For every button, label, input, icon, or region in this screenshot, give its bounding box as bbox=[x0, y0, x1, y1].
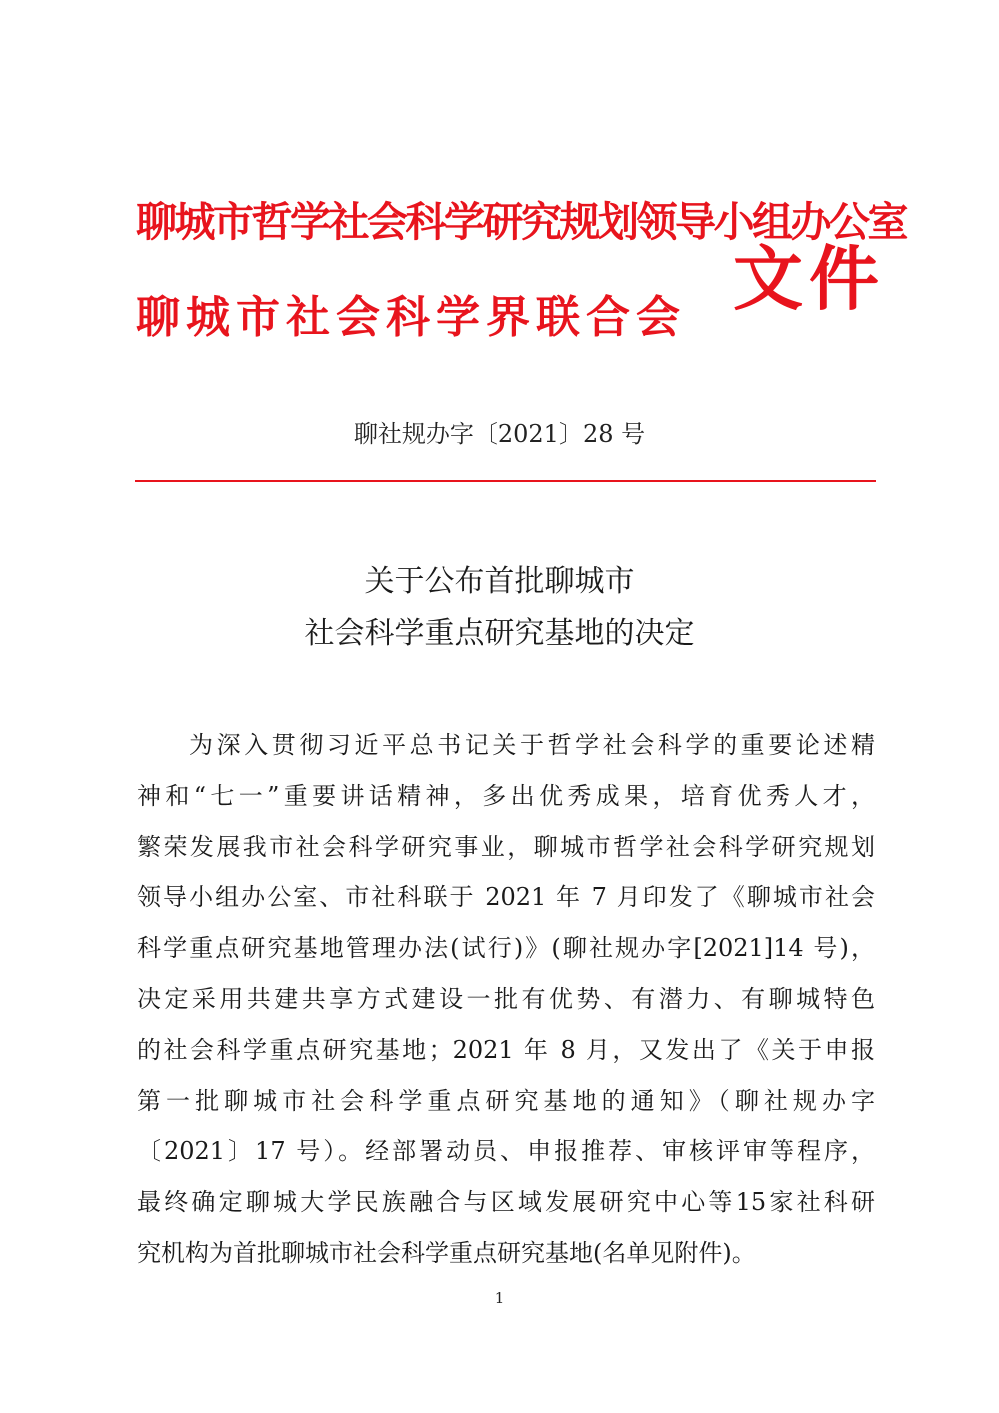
body-line: 的社会科学重点研究基地；2021 年 8 月，又发出了《关于申报 bbox=[137, 1035, 875, 1064]
document-header bbox=[136, 188, 906, 368]
body-line: 〔2021〕17 号）。经部署动员、申报推荐、审核评审等程序， bbox=[137, 1137, 875, 1166]
body-line: 第一批聊城市社会科学重点研究基地的通知》（聊社规办字 bbox=[137, 1086, 875, 1115]
body-paragraph bbox=[137, 720, 875, 1279]
issuer-line-1: 聊城市哲学社会科学研究规划领导小组办公室 bbox=[136, 198, 906, 246]
document-suffix: 文件 bbox=[733, 238, 885, 320]
body-line: 为深入贯彻习近平总书记关于哲学社会科学的重要论述精 bbox=[189, 731, 875, 759]
page-number: 1 bbox=[494, 1289, 505, 1307]
document-title bbox=[0, 556, 999, 660]
document-number: 聊社规办字〔2021〕28 号 bbox=[353, 420, 646, 448]
body-line: 领导小组办公室、市社科联于 2021 年 7 月印发了《聊城市社会 bbox=[137, 883, 875, 912]
body-line: 决定采用共建共享方式建设一批有优势、有潜力、有聊城特色 bbox=[137, 984, 875, 1013]
body-line: 科学重点研究基地管理办法(试行)》(聊社规办字[2021]14 号)， bbox=[137, 934, 875, 963]
body-line: 神和“七一”重要讲话精神，多出优秀成果，培育优秀人才， bbox=[137, 781, 875, 810]
title-line-2: 社会科学重点研究基地的决定 bbox=[304, 616, 695, 651]
body-line: 繁荣发展我市社会科学研究事业，聊城市哲学社会科学研究规划 bbox=[137, 832, 875, 861]
title-line-1: 关于公布首批聊城市 bbox=[364, 564, 635, 599]
body-line: 最终确定聊城大学民族融合与区域发展研究中心等15家社科研 bbox=[137, 1188, 875, 1217]
issuer-line-2: 聊城市社会科学界联合会 bbox=[136, 292, 686, 343]
red-divider bbox=[135, 480, 876, 482]
body-line: 究机构为首批聊城市社会科学重点研究基地(名单见附件)。 bbox=[137, 1238, 756, 1267]
